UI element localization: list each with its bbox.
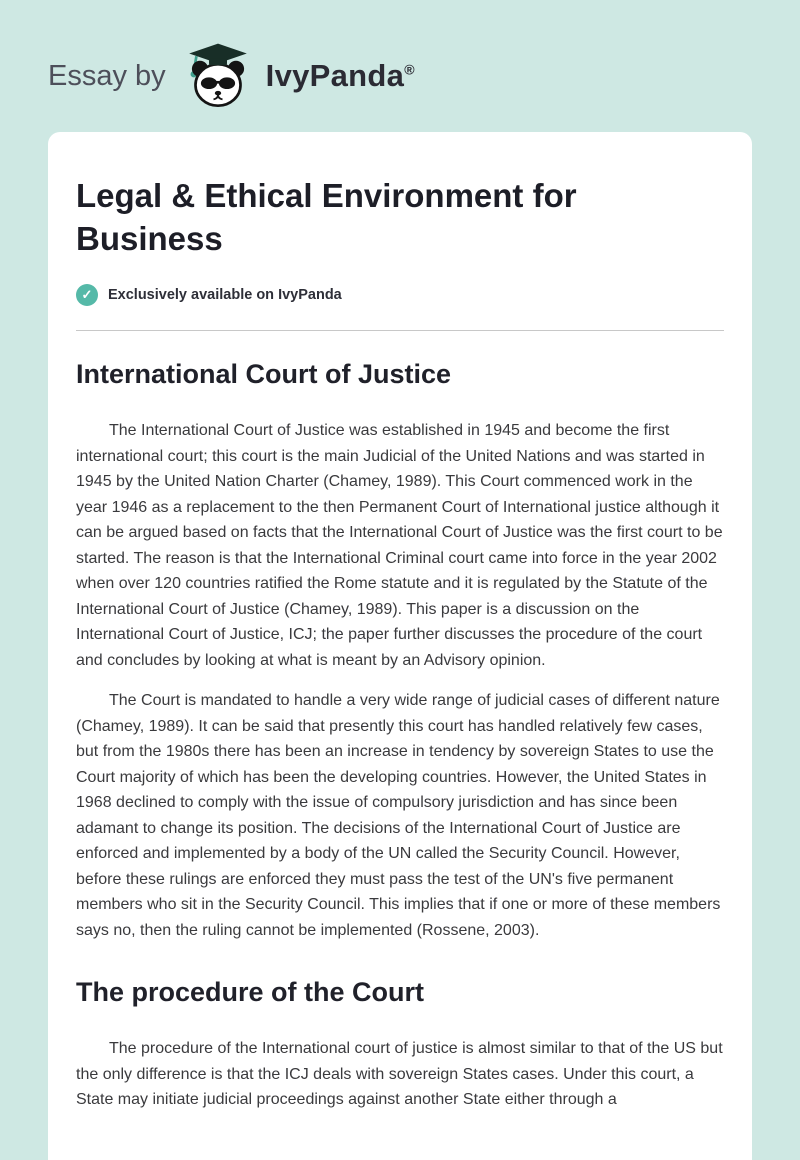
- site-header: [0, 0, 800, 118]
- paragraph-2: The Court is mandated to handle a very wide range of judicial cases of different nature (Chamey, 1989). It can be said that presently this court has handled relatively few cases, but from the 1980s there has been an increase in tendency by sovereign States to use the Court majority of which has been the developing countries. However, the United States in 1968 declined to comply with the issue of compulsory jurisdiction and has since been adamant to change its position. The decisions of the International Court of Justice are enforced and implemented by a body of the UN called the Security Council. However, before these rulings are enforced they must pass the test of the UN's five permanent members who sit in the Security Council. This implies that if one or more of these members says no, then the ruling cannot be implemented (Rossene, 2003).: [76, 692, 721, 939]
- paragraph-3: The procedure of the International court of justice is almost similar to that of the US but the only difference is that the ICJ deals with sovereign States cases. Under this court, a State may initiate judicial proceedings against another State either through a: [76, 1040, 723, 1108]
- exclusive-badge: [76, 284, 724, 306]
- brand-name: [266, 58, 415, 94]
- ivypanda-logo[interactable]: [182, 40, 415, 112]
- section-heading-procedure: The procedure of the Court: [76, 977, 425, 1007]
- paragraph-1: The International Court of Justice was established in 1945 and become the first international court; this court is the main Judicial of the United Nations and was started in 1945 by the United Nation Charter (Chamey, 1989). This Court commenced work in the year 1946 as a replacement to the then Permanent Court of International justice although it can be argued based on facts that the International Court of Justice was the first court to be started. The reason is that the International Criminal court came into force in the year 2002 when over 120 countries ratified the Rome statute and it is regulated by the Statute of the International Court of Justice (Chamey, 1989). This paper is a discussion on the International Court of Justice, ICJ; the paper further discusses the procedure of the court and concludes by looking at what is meant by an Advisory opinion.: [76, 422, 723, 669]
- essay-by-label: Essay by: [48, 59, 166, 92]
- divider: [76, 330, 724, 331]
- panda-graduate-icon: [182, 40, 254, 112]
- registered-mark: ®: [404, 61, 415, 78]
- section-heading-icj: International Court of Justice: [76, 359, 452, 389]
- exclusive-badge-label: Exclusively available on IvyPanda: [108, 287, 342, 303]
- page-title: Legal & Ethical Environment for Business: [76, 177, 577, 257]
- essay-card: [48, 132, 752, 1160]
- brand-text: IvyPanda: [265, 58, 405, 93]
- check-icon: ✓: [76, 284, 98, 306]
